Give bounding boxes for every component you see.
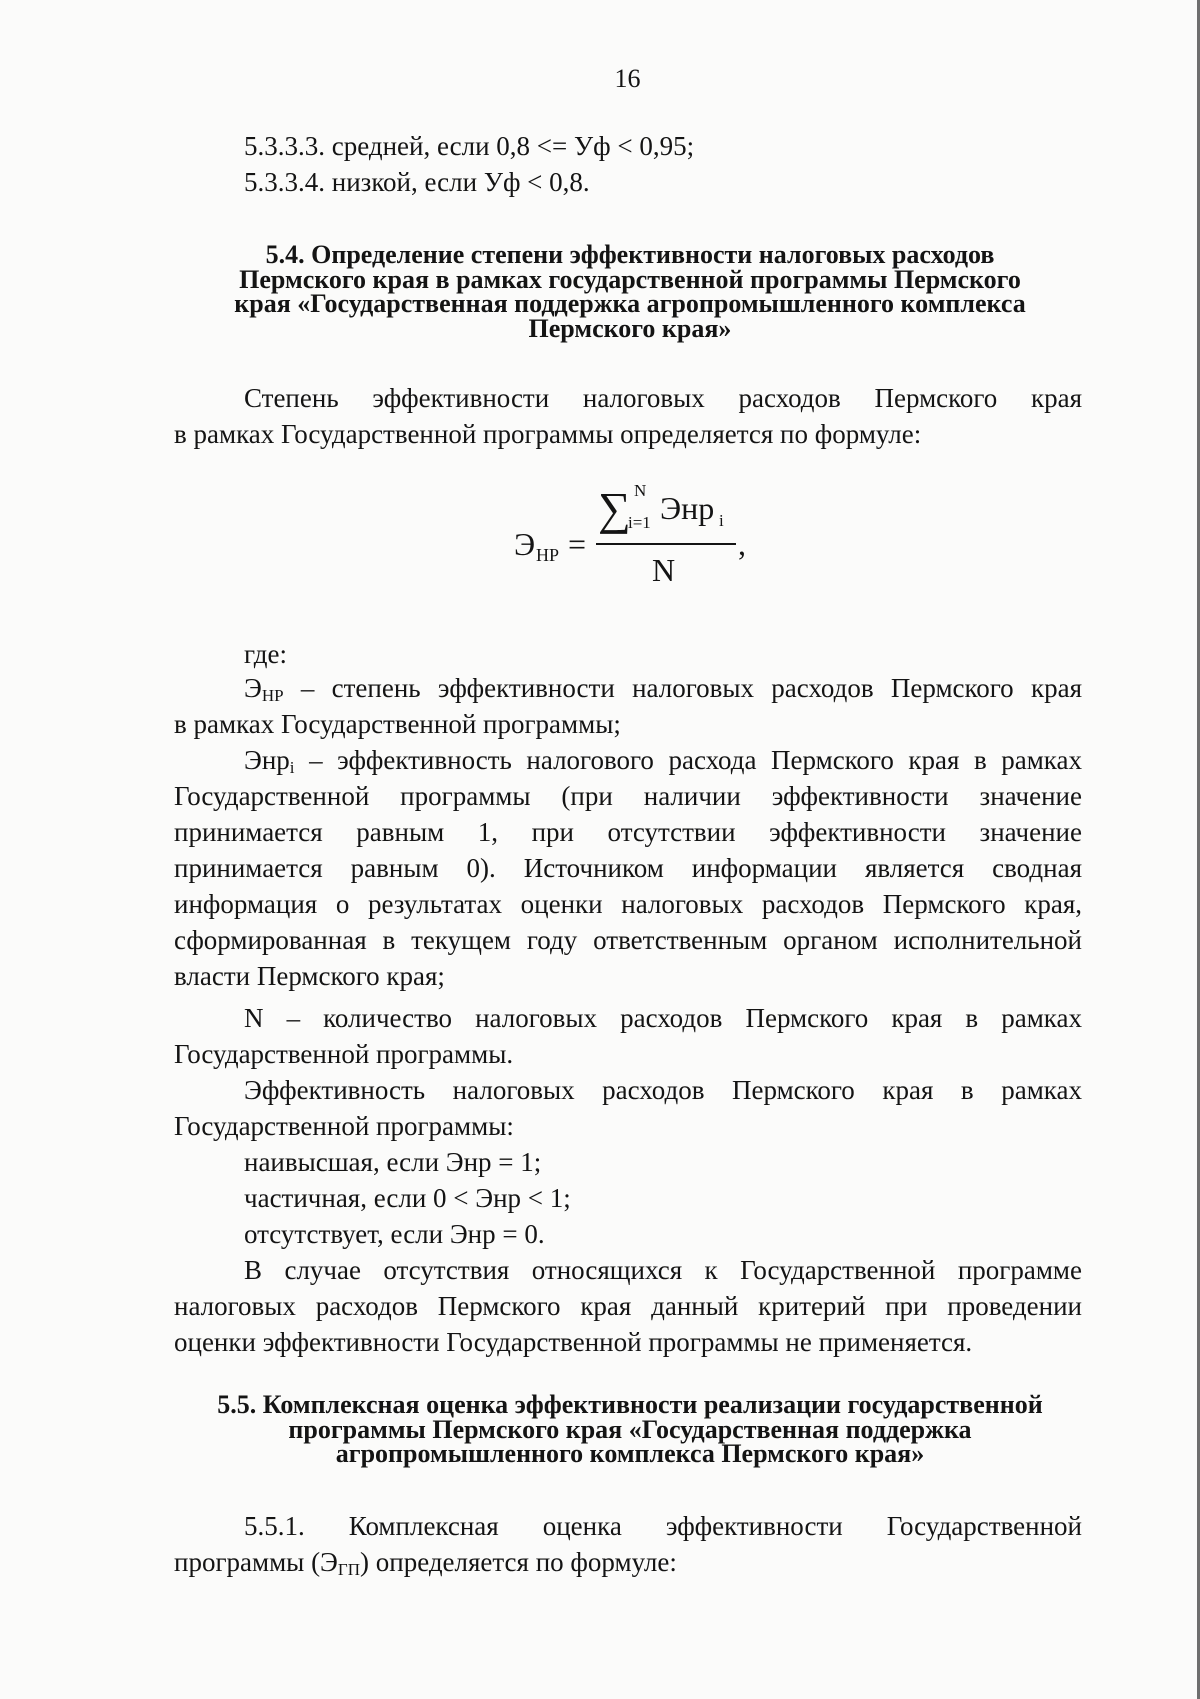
definition-line: Государственной программы (при наличии эффективности значение: [174, 781, 1082, 811]
heading-line: 5.4. Определение степени эффективности налоговых расходов: [265, 240, 995, 269]
paragraph-line: налоговых расходов Пермского края данный критерий при проведении: [174, 1291, 1082, 1321]
paragraph-line: программы $(Э_{ГП})$ определяется по формуле:: [174, 1547, 677, 1579]
definition-line: сформированная в текущем году ответственным органом исполнительной: [174, 925, 1082, 955]
sum-symbol: ∑: [598, 483, 631, 534]
definition-line: принимается равным 1, при отсутствии эффективности значение: [174, 817, 1082, 847]
efficiency-formula: [510, 481, 770, 598]
definition-line: Государственной программы.: [174, 1039, 514, 1069]
paragraph-line: в рамках Государственной программы определяется по формуле:: [174, 419, 922, 449]
heading-line: 5.5. Комплексная оценка эффективности реализации государственной: [217, 1390, 1043, 1419]
paragraph-line: В случае отсутствия относящихся к Государственной программе: [244, 1255, 1082, 1285]
definition-symbol: Энр$_i$: [244, 745, 295, 777]
list-item: частичная, если 0 < Энр < 1;: [244, 1183, 571, 1213]
sum-lower-limit: i=1: [628, 513, 651, 532]
heading-line: Пермского края»: [528, 314, 732, 343]
page-number: 16: [614, 64, 641, 93]
definition-line: [244, 742, 1082, 778]
definition-symbol: $Э_{НР}$: [244, 673, 284, 705]
heading-line: агропромышленного комплекса Пермского края»: [335, 1439, 925, 1468]
formula-term: Энр: [660, 490, 715, 526]
definition-line: в рамках Государственной программы;: [174, 709, 621, 739]
where-label: где:: [244, 639, 287, 669]
list-item: 5.3.3.3. средней, если 0,8 <= Уф < 0,95;: [244, 131, 695, 161]
paragraph-line: 5.5.1. Комплексная оценка эффективности Государственной: [244, 1511, 1082, 1541]
paragraph-line: Степень эффективности налоговых расходов Пермского края: [244, 383, 1082, 413]
definition-text: – степень эффективности налоговых расходов Пермского края: [300, 673, 1082, 703]
formula-equals: =: [568, 526, 587, 562]
definition-line: власти Пермского края;: [174, 961, 445, 991]
definition-line: принимается равным 0). Источником информации является сводная: [174, 853, 1082, 883]
heading-line: Пермского края в рамках государственной программы Пермского: [239, 265, 1021, 294]
definition-line: [244, 670, 1082, 706]
fraction-bar: [596, 543, 736, 545]
definition-line: информация о результатах оценки налоговых расходов Пермского края,: [174, 889, 1082, 919]
formula-lhs: Э: [514, 526, 536, 562]
list-item: наивысшая, если Энр = 1;: [244, 1147, 542, 1177]
paragraph-line: Государственной программы:: [174, 1111, 514, 1141]
formula-term-subscript: i: [719, 511, 724, 530]
sum-upper-limit: N: [634, 481, 647, 500]
formula-comma: ,: [738, 526, 746, 562]
list-item: отсутствует, если Энр = 0.: [244, 1219, 545, 1249]
paragraph-line: Эффективность налоговых расходов Пермского края в рамках: [244, 1075, 1082, 1105]
heading-line: края «Государственная поддержка агропромышленного комплекса: [234, 289, 1026, 318]
list-item: 5.3.3.4. низкой, если Уф < 0,8.: [244, 167, 590, 197]
definition-line: N – количество налоговых расходов Пермского края в рамках: [244, 1003, 1082, 1033]
heading-line: программы Пермского края «Государственная поддержка: [288, 1415, 972, 1444]
definition-text: – эффективность налогового расхода Пермского края в рамках: [309, 745, 1083, 775]
paragraph-line: оценки эффективности Государственной программы не применяется.: [174, 1327, 973, 1357]
formula-lhs-subscript: НР: [536, 545, 560, 565]
formula-denominator: N: [652, 552, 676, 588]
